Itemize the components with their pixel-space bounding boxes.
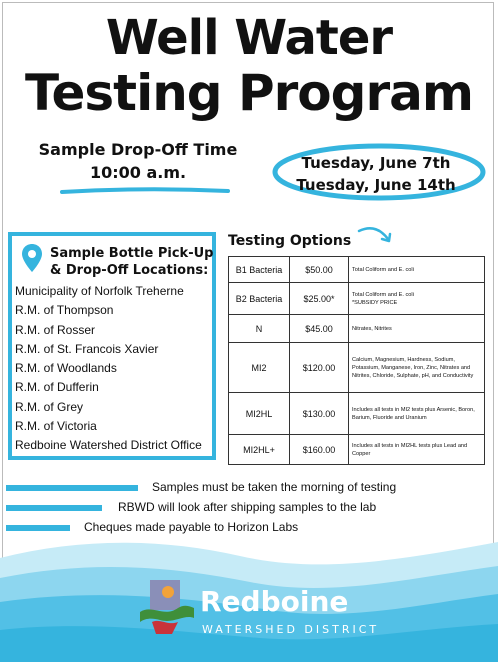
locations-list: [15, 282, 202, 456]
dropoff-date-2: Tuesday, June 14th: [296, 176, 456, 194]
table-row: [229, 257, 485, 283]
location-pin-icon: [22, 244, 42, 272]
testing-options-table: [228, 256, 485, 465]
dropoff-underline: [60, 186, 230, 196]
test-price: $50.00: [290, 257, 349, 283]
test-description: [349, 435, 485, 465]
dropoff-time: 10:00 a.m.: [89, 163, 187, 182]
note-bar-1: [6, 485, 138, 491]
location-item: R.M. of Victoria: [15, 419, 97, 434]
location-item: Municipality of Norfolk Treherne: [15, 284, 184, 298]
test-description: [349, 315, 485, 343]
test-code: B1 Bacteria: [229, 257, 290, 283]
dropoff-label: Sample Drop-Off Time: [38, 140, 238, 159]
location-item: R.M. of Dufferin: [15, 380, 99, 395]
test-code: MI2: [229, 343, 290, 393]
location-item: R.M. of St. Francois Xavier: [15, 341, 159, 356]
note-3: Cheques made payable to Horizon Labs: [84, 520, 299, 534]
dropoff-dates: [270, 152, 482, 196]
curved-arrow-icon: [356, 225, 396, 249]
test-code: B2 Bacteria: [229, 283, 290, 315]
test-description-text: Total Coliform and E. coli: [352, 291, 414, 298]
subsidy-note: *SUBSIDY PRICE: [352, 299, 398, 306]
note-2: RBWD will look after shipping samples to the lab: [118, 500, 377, 514]
logo-subtitle: WATERSHED DISTRICT: [202, 623, 380, 636]
testing-options-heading: Testing Options: [228, 233, 352, 249]
table-row: [229, 283, 485, 315]
title-line-2: Testing Program: [25, 64, 473, 122]
test-description-text: Includes all tests in MI2HL tests plus Lead and Copper: [352, 442, 468, 457]
test-description: [349, 257, 485, 283]
note-bar-2: [6, 505, 102, 511]
test-description: [349, 393, 485, 435]
logo-name: Redboine: [200, 585, 349, 618]
note-1: Samples must be taken the morning of testing: [152, 480, 397, 494]
table-row: [229, 315, 485, 343]
table-row: [229, 435, 485, 465]
test-description-text: Total Coliform and E. coli: [352, 266, 414, 273]
test-price: $120.00: [290, 343, 349, 393]
test-description: [349, 343, 485, 393]
test-code: MI2HL+: [229, 435, 290, 465]
locations-heading: Sample Bottle Pick-Up & Drop-Off Locations:: [50, 246, 214, 278]
redboine-logo-icon: [138, 578, 196, 636]
test-price: $45.00: [290, 315, 349, 343]
test-description: [349, 283, 485, 315]
location-item: R.M. of Grey: [15, 399, 84, 414]
title-line-1: Well Water: [105, 10, 393, 66]
test-description-text: Nitrates, Nitrites: [352, 325, 392, 332]
locations-box: [8, 232, 216, 460]
test-price: $130.00: [290, 393, 349, 435]
test-description-text: Calcium, Magnesium, Hardness, Sodium, Potassium, Manganese, Iron, Zinc, Nitrates and Nitrites, Chloride, Sulphate, pH, and Conductivity: [352, 356, 474, 379]
location-item: R.M. of Thompson: [15, 303, 114, 318]
location-item: R.M. of Woodlands: [15, 361, 117, 376]
location-item: Redboine Watershed District Office: [15, 438, 202, 453]
dropoff-date-1: Tuesday, June 7th: [301, 154, 451, 172]
table-row: [229, 343, 485, 393]
test-price: $25.00*: [290, 283, 349, 315]
location-item: R.M. of Rosser: [15, 322, 96, 337]
test-price: $160.00: [290, 435, 349, 465]
test-description-text: Includes all tests in MI2 tests plus Arsenic, Boron, Barium, Fluoride and Uranium: [352, 406, 475, 421]
test-code: N: [229, 315, 290, 343]
dropoff-time-block: [18, 138, 258, 184]
test-code: MI2HL: [229, 393, 290, 435]
table-row: [229, 393, 485, 435]
